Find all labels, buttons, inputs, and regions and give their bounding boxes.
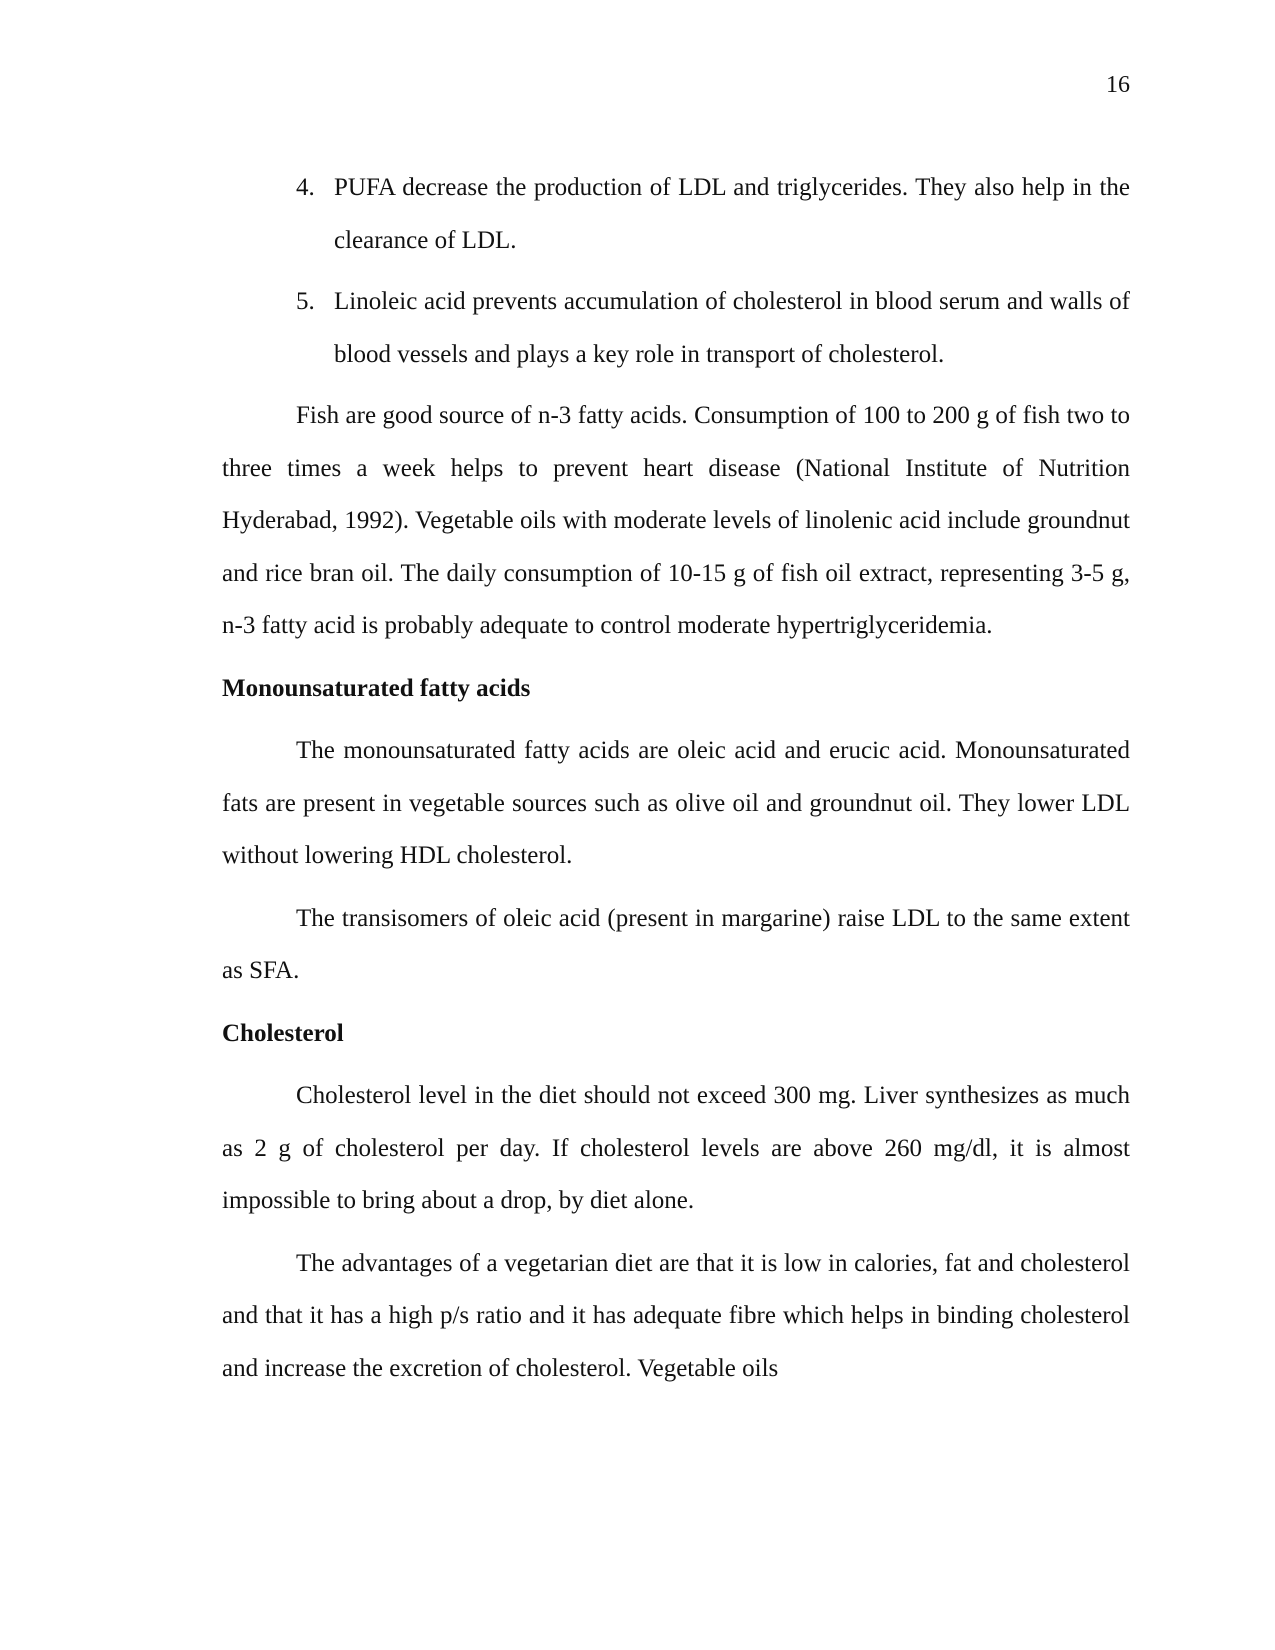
list-item-text: PUFA decrease the production of LDL and triglycerides. They also help in the clearance of LDL. bbox=[334, 174, 1130, 254]
document-body bbox=[222, 162, 1130, 1405]
numbered-list bbox=[222, 162, 1130, 381]
heading-cholesterol: Cholesterol bbox=[222, 1019, 344, 1047]
list-item-text: Linoleic acid prevents accumulation of cholesterol in blood serum and walls of blood vessels and plays a key role in transport of cholesterol. bbox=[334, 288, 1130, 368]
list-item bbox=[222, 162, 1130, 267]
heading-monounsaturated: Monounsaturated fatty acids bbox=[222, 674, 531, 702]
list-item bbox=[222, 276, 1130, 381]
paragraph-mufa-sources: The monounsaturated fatty acids are oleic acid and erucic acid. Monounsaturated fats are present in vegetable sources such as olive oil and groundnut oil. They lower LDL without lowering HDL cholesterol. bbox=[222, 737, 1130, 869]
paragraph-transisomers: The transisomers of oleic acid (present in margarine) raise LDL to the same extent as SFA. bbox=[222, 904, 1130, 984]
list-item-number: 5. bbox=[296, 288, 315, 315]
paragraph-fish: Fish are good source of n-3 fatty acids. Consumption of 100 to 200 g of fish two to three times a week helps to prevent heart disease (National Institute of Nutrition Hyderabad, 1992). Vegetable oils with moderate levels of linolenic acid include groundnut and rice bran oil. The daily consumption of 10-15 g of fish oil extract, representing 3-5 g, n-3 fatty acid is probably adequate to control moderate hypertriglyceridemia. bbox=[222, 402, 1130, 639]
list-item-number: 4. bbox=[296, 174, 315, 201]
page-number: 16 bbox=[1106, 72, 1130, 98]
paragraph-vegetarian-diet: The advantages of a vegetarian diet are that it is low in calories, fat and cholesterol and that it has a high p/s ratio and it has adequate fibre which helps in binding cholesterol and increase the excretion of cholesterol. Vegetable oils bbox=[222, 1249, 1130, 1382]
paragraph-cholesterol-level: Cholesterol level in the diet should not exceed 300 mg. Liver synthesizes as much as 2 g of cholesterol per day. If cholesterol levels are above 260 mg/dl, it is almost impossible to bring about a drop, by diet alone. bbox=[222, 1082, 1130, 1214]
